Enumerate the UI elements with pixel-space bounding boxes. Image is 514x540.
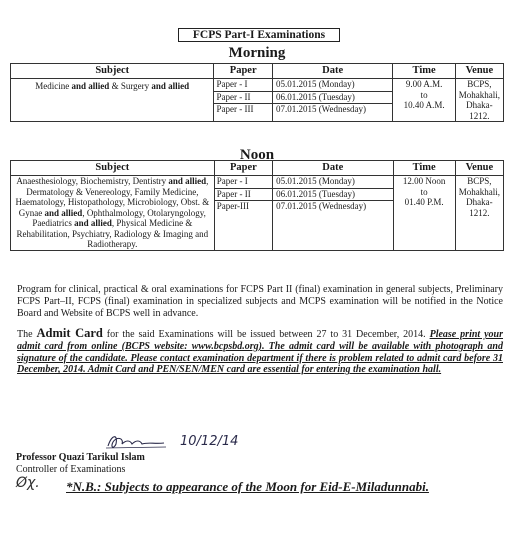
morning-schedule-table	[10, 63, 504, 122]
noon-paper-2: Paper - II	[215, 189, 272, 202]
morning-paper-1: Paper - I	[214, 79, 271, 92]
noon-papers	[214, 176, 272, 251]
noon-date-1: 05.01.2015 (Monday)	[273, 176, 392, 189]
signer-name: Professor Quazi Tarikul Islam	[16, 452, 145, 463]
noon-dates	[273, 176, 393, 251]
morning-heading: Morning	[228, 45, 286, 61]
noon-date-2: 06.01.2015 (Tuesday)	[273, 189, 392, 202]
admit-card-label: Admit Card	[36, 326, 103, 340]
signature-date: 10/12/14	[180, 434, 239, 449]
venue-header: Venue	[455, 161, 503, 176]
signer-role: Controller of Examinations	[16, 464, 126, 475]
handwritten-initial: Øχ.	[16, 475, 40, 491]
noon-time: 12.00 Noon to 01.40 P.M.	[393, 176, 455, 251]
paper-header: Paper	[214, 64, 272, 79]
program-notice-paragraph: Program for clinical, practical & oral examinations for FCPS Part II (final) examination in general subjects, Preliminary FCPS Part–II, FCPS (final) examination in specialized subjects and MCPS examination will be notified in the Notice Board and Website of BCPS well in advance.	[17, 284, 503, 319]
date-header: Date	[273, 161, 393, 176]
time-header: Time	[393, 161, 455, 176]
noon-date-3: 07.01.2015 (Wednesday)	[276, 201, 367, 211]
nb-note: *N.B.: Subjects to appearance of the Moon for Eid-E-Miladunnabi.	[66, 479, 429, 494]
morning-paper-3: Paper - III	[216, 104, 254, 114]
morning-header-row	[11, 64, 504, 79]
venue-header: Venue	[455, 64, 503, 79]
noon-heading: Noon	[239, 147, 275, 163]
morning-subjects: Medicine and allied & Surgery and allied	[11, 79, 214, 122]
morning-dates	[272, 79, 392, 122]
morning-date-1: 05.01.2015 (Monday)	[273, 79, 392, 92]
morning-time: 9.00 A.M. to 10.40 A.M.	[393, 79, 455, 122]
paper-header: Paper	[214, 161, 272, 176]
time-header: Time	[393, 64, 455, 79]
admit-card-paragraph: The Admit Card for the said Examinations will be issued between 27 to 31 December, 2014. Please print your admit card from online (BCPS website: www.bcpsbd.org). The admit card will be available with photograph and signature of the candidate. Please contact examination department if there is problem related to admit card before 31 December, 2014. Admit Card and PEN/SEN/MEN card are essential for entering the examination hall.	[17, 326, 504, 376]
noon-paper-1: Paper - I	[215, 176, 272, 189]
noon-row	[11, 176, 504, 251]
noon-schedule-table	[10, 160, 504, 251]
notice-title: FCPS Part-I Examinations	[178, 28, 340, 42]
morning-paper-2: Paper - II	[214, 92, 271, 105]
subject-header: Subject	[11, 64, 214, 79]
morning-row	[11, 79, 504, 122]
date-header: Date	[272, 64, 392, 79]
morning-papers	[214, 79, 272, 122]
morning-date-2: 06.01.2015 (Tuesday)	[273, 92, 392, 105]
subject-header: Subject	[11, 161, 215, 176]
admit-card-instructions: Please print your admit card from online (BCPS website: www.bcpsbd.org). The admit card will be available with photograph and signature of the candidate. Please contact examination department if there is problem related to admit card before 31 December, 2014. Admit Card and PEN/SEN/MEN card are essential for entering the examination hall.	[17, 329, 504, 376]
noon-header-row	[11, 161, 504, 176]
morning-venue: BCPS, Mohakhali, Dhaka-1212.	[455, 79, 503, 122]
noon-subjects: Anaesthesiology, Biochemistry, Dentistry and allied, Dermatology & Venereology, Family Medicine, Haematology, Histopathology, Microbiology, Obst. & Gynae and allied, Ophthalmology, Otolaryngology, Paediatrics and allied, Physical Medicine & Rehabilitation, Psychiatry, Radiology & Imaging and Radiotherapy.	[11, 176, 215, 251]
noon-paper-3: Paper-III	[216, 201, 250, 211]
morning-date-3: 07.01.2015 (Wednesday)	[275, 104, 366, 114]
noon-venue: BCPS, Mohakhali, Dhaka-1212.	[455, 176, 503, 251]
handwritten-signature	[104, 432, 184, 450]
